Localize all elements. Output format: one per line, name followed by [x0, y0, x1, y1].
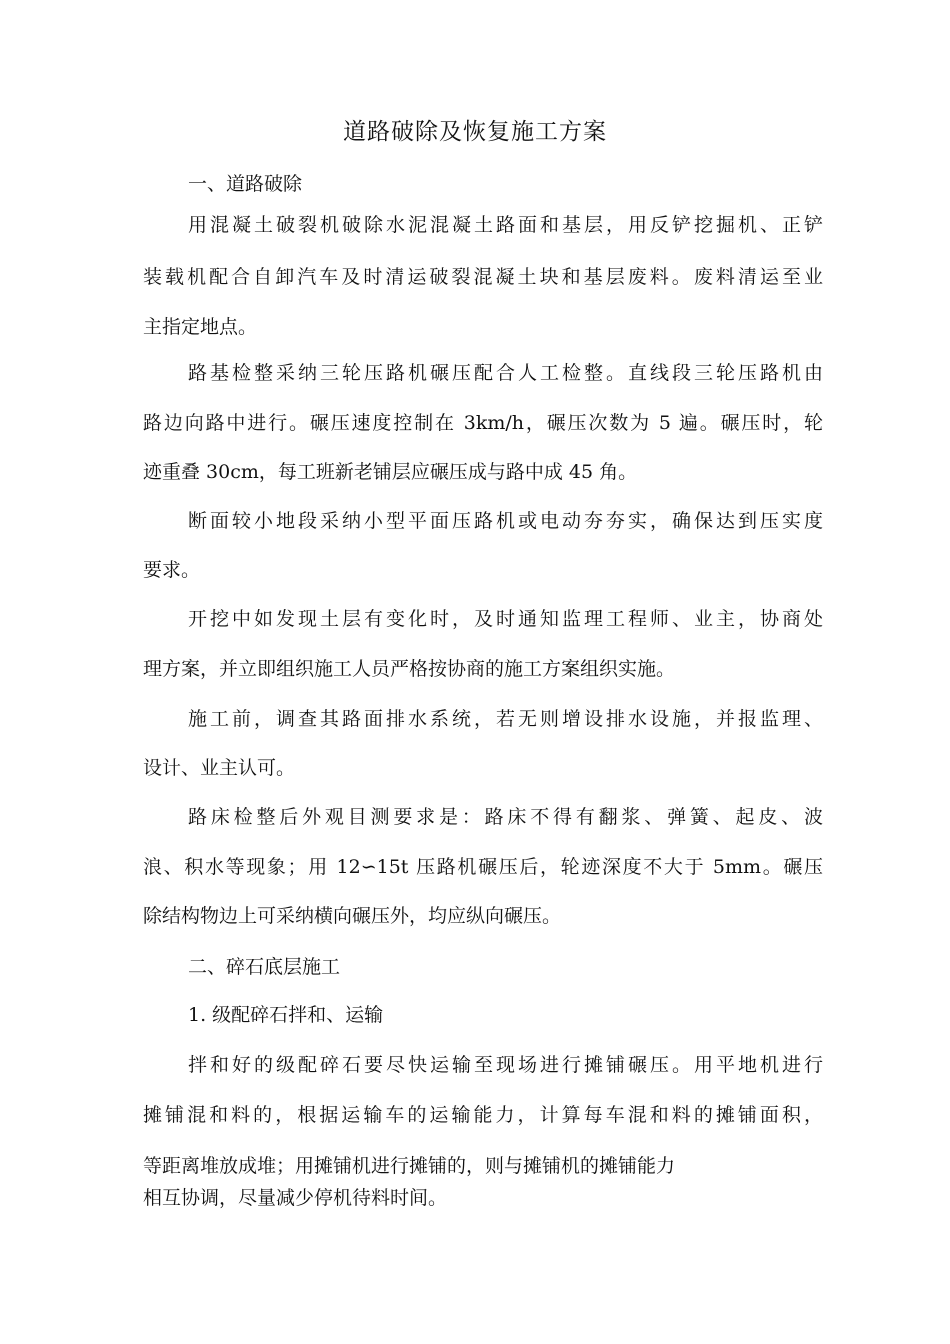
section-heading-gravel-base: 二、碎石底层施工: [188, 956, 341, 978]
paragraph-line: 要求。: [143, 559, 201, 581]
paragraph-line: 用混凝土破裂机破除水泥混凝土路面和基层，用反铲挖掘机、正铲: [188, 214, 823, 236]
paragraph-line: 迹重叠 30cm，每工班新老铺层应碾压成与路中成 45 角。: [143, 461, 638, 483]
paragraph-line: 相互协调，尽量减少停机待料时间。: [143, 1187, 448, 1209]
paragraph-line: 摊铺混和料的，根据运输车的运输能力，计算每车混和料的摊铺面积，: [143, 1104, 823, 1126]
paragraph-line: 设计、业主认可。: [143, 757, 296, 779]
paragraph-line: 施工前，调查其路面排水系统，若无则增设排水设施，并报监理、: [188, 708, 823, 730]
paragraph-line: 浪、积水等现象；用 12∽15t 压路机碾压后，轮迹深度不大于 5mm。碾压: [143, 856, 823, 878]
paragraph-line: 主指定地点。: [143, 316, 258, 338]
paragraph-line: 装载机配合自卸汽车及时清运破裂混凝土块和基层废料。废料清运至业: [143, 266, 823, 288]
paragraph-line: 路边向路中进行。碾压速度控制在 3km/h，碾压次数为 5 遍。碾压时，轮: [143, 412, 823, 434]
section-heading-road-demolition: 一、道路破除: [188, 173, 303, 195]
document-title: 道路破除及恢复施工方案: [343, 119, 607, 145]
paragraph-line: 开挖中如发现土层有变化时，及时通知监理工程师、业主，协商处: [188, 608, 823, 630]
paragraph-line: 路床检整后外观目测要求是：路床不得有翻浆、弹簧、起皮、波: [188, 806, 823, 828]
paragraph-line: 路基检整采纳三轮压路机碾压配合人工检整。直线段三轮压路机由: [188, 362, 823, 384]
paragraph-line: 理方案，并立即组织施工人员严格按协商的施工方案组织实施。: [143, 658, 676, 680]
paragraph-line: 等距离堆放成堆；用摊铺机进行摊铺的，则与摊铺机的摊铺能力: [143, 1155, 676, 1177]
subsection-heading: 1. 级配碎石拌和、运输: [188, 1004, 384, 1026]
paragraph-line: 断面较小地段采纳小型平面压路机或电动夯夯实，确保达到压实度: [188, 510, 823, 532]
paragraph-line: 除结构物边上可采纳横向碾压外，均应纵向碾压。: [143, 905, 562, 927]
paragraph-line: 拌和好的级配碎石要尽快运输至现场进行摊铺碾压。用平地机进行: [188, 1054, 823, 1076]
